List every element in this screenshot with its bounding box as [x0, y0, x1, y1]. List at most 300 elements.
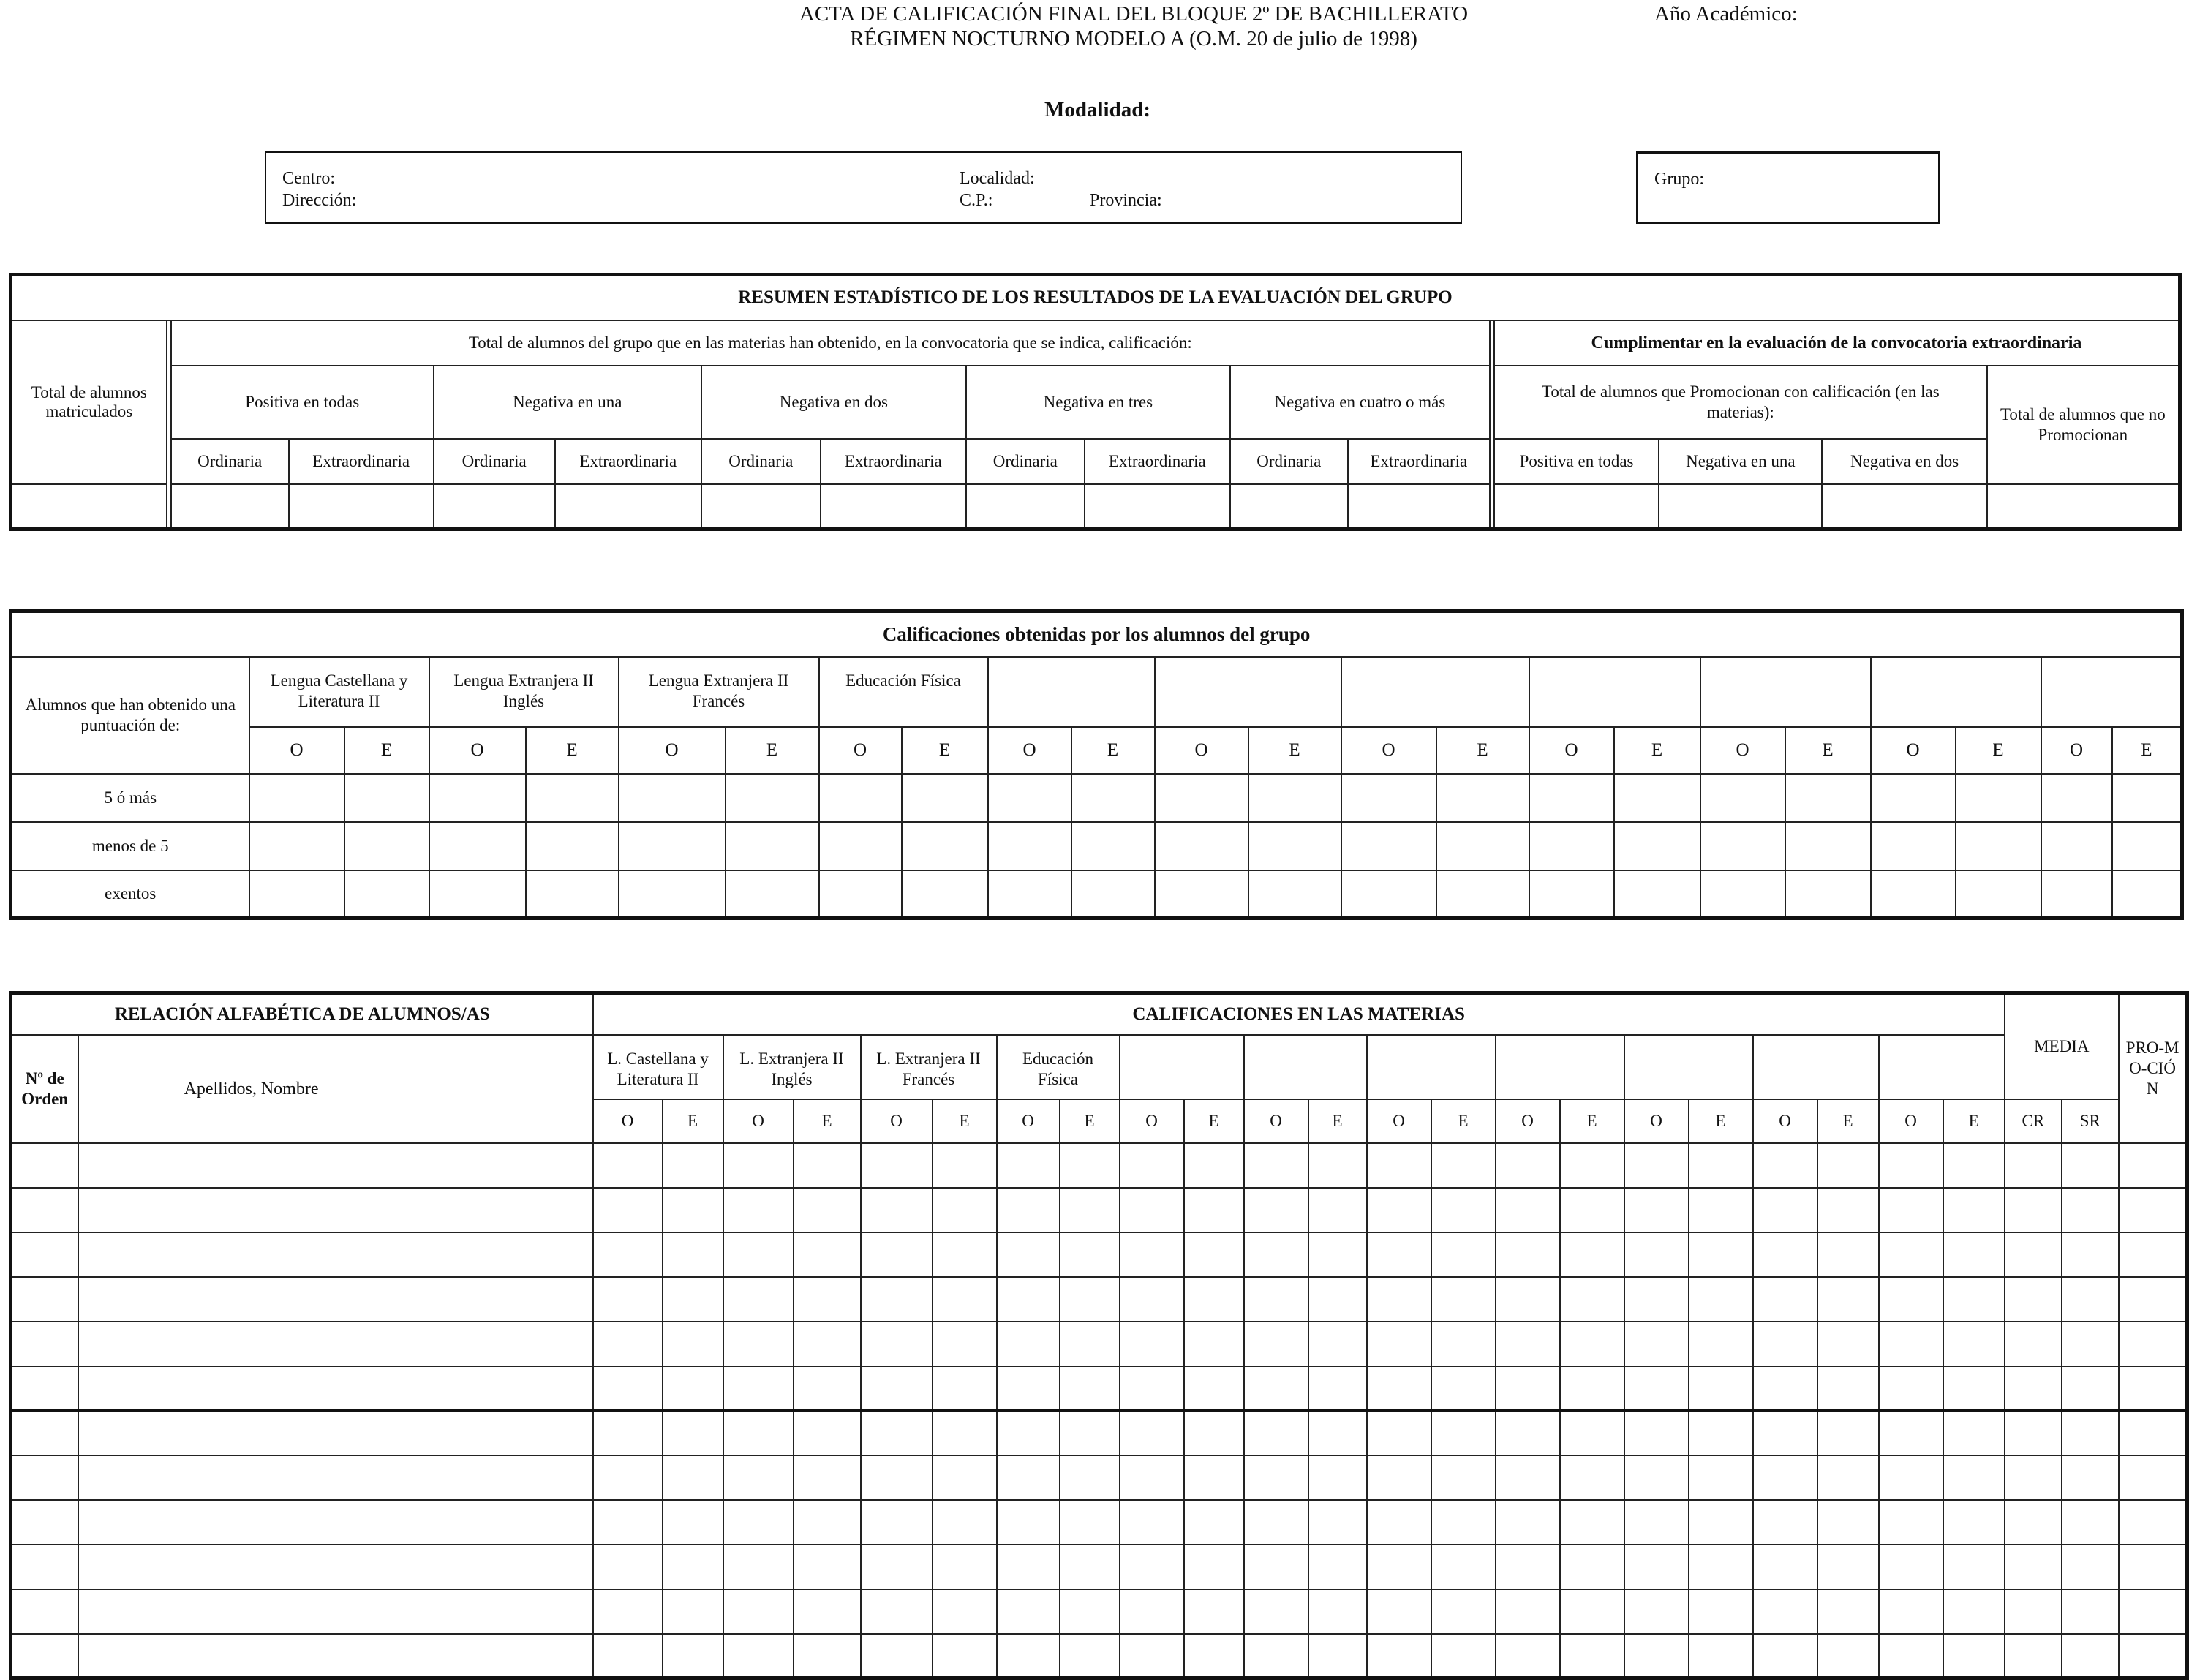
- grade-count-cell[interactable]: [819, 870, 902, 919]
- grade-cell[interactable]: [1184, 1143, 1244, 1188]
- student-name-cell[interactable]: [78, 1188, 593, 1232]
- grade-cell[interactable]: [1943, 1634, 2005, 1679]
- grade-count-cell[interactable]: [1871, 774, 1956, 822]
- grade-cell[interactable]: [2119, 1232, 2188, 1277]
- grade-cell[interactable]: [1367, 1589, 1431, 1634]
- grade-cell[interactable]: [1120, 1634, 1184, 1679]
- grade-cell[interactable]: [1244, 1232, 1308, 1277]
- grade-cell[interactable]: [2005, 1232, 2062, 1277]
- grade-cell[interactable]: [1308, 1143, 1367, 1188]
- entry-cell[interactable]: [555, 484, 701, 530]
- grade-cell[interactable]: [2062, 1589, 2119, 1634]
- grade-cell[interactable]: [1496, 1455, 1560, 1500]
- grade-cell[interactable]: [1184, 1455, 1244, 1500]
- entry-cell[interactable]: [1987, 484, 2180, 530]
- order-number-cell[interactable]: [11, 1634, 78, 1679]
- grade-cell[interactable]: [1060, 1366, 1120, 1411]
- grade-cell[interactable]: [794, 1634, 861, 1679]
- grade-cell[interactable]: [933, 1143, 997, 1188]
- grade-cell[interactable]: [794, 1188, 861, 1232]
- grade-cell[interactable]: [663, 1500, 723, 1545]
- grade-count-cell[interactable]: [988, 870, 1071, 919]
- grade-cell[interactable]: [663, 1545, 723, 1589]
- grade-cell[interactable]: [2119, 1188, 2188, 1232]
- grade-count-cell[interactable]: [2112, 822, 2182, 870]
- entry-cell[interactable]: [701, 484, 821, 530]
- grade-cell[interactable]: [1817, 1634, 1879, 1679]
- grade-cell[interactable]: [593, 1188, 663, 1232]
- grade-cell[interactable]: [1244, 1589, 1308, 1634]
- grade-cell[interactable]: [861, 1455, 933, 1500]
- grade-count-cell[interactable]: [1871, 822, 1956, 870]
- grade-count-cell[interactable]: [1248, 822, 1341, 870]
- grade-cell[interactable]: [1624, 1500, 1689, 1545]
- entry-cell[interactable]: [1494, 484, 1659, 530]
- grade-cell[interactable]: [794, 1455, 861, 1500]
- grade-cell[interactable]: [1496, 1366, 1560, 1411]
- entry-cell[interactable]: [1822, 484, 1986, 530]
- grade-cell[interactable]: [1817, 1188, 1879, 1232]
- student-name-cell[interactable]: [78, 1322, 593, 1366]
- grade-cell[interactable]: [1689, 1188, 1753, 1232]
- grade-cell[interactable]: [794, 1545, 861, 1589]
- grade-cell[interactable]: [1184, 1634, 1244, 1679]
- grade-count-cell[interactable]: [1071, 822, 1155, 870]
- grade-cell[interactable]: [1244, 1455, 1308, 1500]
- grade-count-cell[interactable]: [2041, 774, 2112, 822]
- grade-cell[interactable]: [593, 1143, 663, 1188]
- grade-cell[interactable]: [1496, 1232, 1560, 1277]
- grade-cell[interactable]: [723, 1188, 794, 1232]
- grade-count-cell[interactable]: [1248, 870, 1341, 919]
- grade-cell[interactable]: [794, 1232, 861, 1277]
- grade-count-cell[interactable]: [1700, 774, 1785, 822]
- entry-cell[interactable]: [1659, 484, 1822, 530]
- grade-cell[interactable]: [933, 1188, 997, 1232]
- entry-cell[interactable]: [966, 484, 1085, 530]
- grade-count-cell[interactable]: [1071, 774, 1155, 822]
- grade-cell[interactable]: [1624, 1455, 1689, 1500]
- grade-cell[interactable]: [1060, 1322, 1120, 1366]
- grade-cell[interactable]: [1244, 1322, 1308, 1366]
- order-number-cell[interactable]: [11, 1545, 78, 1589]
- grade-cell[interactable]: [1496, 1188, 1560, 1232]
- grade-count-cell[interactable]: [1436, 870, 1529, 919]
- grade-cell[interactable]: [2119, 1634, 2188, 1679]
- grade-cell[interactable]: [1689, 1455, 1753, 1500]
- entry-cell[interactable]: [289, 484, 434, 530]
- grade-cell[interactable]: [1308, 1411, 1367, 1455]
- grade-cell[interactable]: [1184, 1589, 1244, 1634]
- grade-cell[interactable]: [1560, 1232, 1624, 1277]
- grade-cell[interactable]: [593, 1366, 663, 1411]
- grade-count-cell[interactable]: [902, 822, 988, 870]
- grade-cell[interactable]: [593, 1277, 663, 1322]
- grade-cell[interactable]: [2119, 1411, 2188, 1455]
- grade-cell[interactable]: [1943, 1232, 2005, 1277]
- order-number-cell[interactable]: [11, 1589, 78, 1634]
- grade-cell[interactable]: [1431, 1634, 1496, 1679]
- order-number-cell[interactable]: [11, 1411, 78, 1455]
- grade-cell[interactable]: [1308, 1589, 1367, 1634]
- grade-cell[interactable]: [861, 1411, 933, 1455]
- grade-cell[interactable]: [1308, 1277, 1367, 1322]
- grade-count-cell[interactable]: [2112, 870, 2182, 919]
- grade-count-cell[interactable]: [819, 822, 902, 870]
- grade-count-cell[interactable]: [988, 774, 1071, 822]
- grade-count-cell[interactable]: [1614, 822, 1700, 870]
- grade-cell[interactable]: [663, 1366, 723, 1411]
- grade-cell[interactable]: [1308, 1366, 1367, 1411]
- order-number-cell[interactable]: [11, 1143, 78, 1188]
- grade-count-cell[interactable]: [1871, 870, 1956, 919]
- grade-cell[interactable]: [1560, 1545, 1624, 1589]
- grade-cell[interactable]: [723, 1589, 794, 1634]
- grade-cell[interactable]: [1817, 1277, 1879, 1322]
- grade-cell[interactable]: [1308, 1634, 1367, 1679]
- grade-cell[interactable]: [1308, 1188, 1367, 1232]
- grade-count-cell[interactable]: [1529, 774, 1614, 822]
- grade-cell[interactable]: [1060, 1634, 1120, 1679]
- grade-cell[interactable]: [1943, 1366, 2005, 1411]
- grade-cell[interactable]: [723, 1143, 794, 1188]
- grade-count-cell[interactable]: [2041, 870, 2112, 919]
- grade-cell[interactable]: [1689, 1232, 1753, 1277]
- grade-cell[interactable]: [1689, 1634, 1753, 1679]
- grade-cell[interactable]: [1753, 1232, 1817, 1277]
- grade-cell[interactable]: [1496, 1411, 1560, 1455]
- grade-cell[interactable]: [997, 1232, 1060, 1277]
- grade-cell[interactable]: [1560, 1322, 1624, 1366]
- grade-count-cell[interactable]: [1529, 822, 1614, 870]
- grade-cell[interactable]: [1624, 1143, 1689, 1188]
- grade-cell[interactable]: [593, 1500, 663, 1545]
- student-name-cell[interactable]: [78, 1277, 593, 1322]
- grade-cell[interactable]: [2005, 1634, 2062, 1679]
- grade-cell[interactable]: [2005, 1500, 2062, 1545]
- grade-cell[interactable]: [723, 1366, 794, 1411]
- grade-cell[interactable]: [2062, 1277, 2119, 1322]
- summary-entry-row[interactable]: [11, 484, 2180, 530]
- grade-cell[interactable]: [1879, 1589, 1943, 1634]
- grade-cell[interactable]: [1060, 1232, 1120, 1277]
- grade-cell[interactable]: [1431, 1455, 1496, 1500]
- grade-count-cell[interactable]: [1529, 870, 1614, 919]
- grade-cell[interactable]: [1879, 1143, 1943, 1188]
- grade-cell[interactable]: [933, 1232, 997, 1277]
- grade-cell[interactable]: [2062, 1188, 2119, 1232]
- grade-cell[interactable]: [1943, 1411, 2005, 1455]
- grade-cell[interactable]: [593, 1455, 663, 1500]
- grade-cell[interactable]: [2119, 1589, 2188, 1634]
- grade-cell[interactable]: [1689, 1589, 1753, 1634]
- grade-count-cell[interactable]: [429, 822, 526, 870]
- grade-cell[interactable]: [1753, 1322, 1817, 1366]
- grade-cell[interactable]: [1943, 1322, 2005, 1366]
- grade-cell[interactable]: [723, 1411, 794, 1455]
- grade-cell[interactable]: [1367, 1277, 1431, 1322]
- grade-cell[interactable]: [2062, 1143, 2119, 1188]
- grade-count-cell[interactable]: [1785, 822, 1871, 870]
- grade-cell[interactable]: [861, 1500, 933, 1545]
- grade-cell[interactable]: [1753, 1589, 1817, 1634]
- grade-cell[interactable]: [997, 1188, 1060, 1232]
- grade-cell[interactable]: [1120, 1322, 1184, 1366]
- grade-count-cell[interactable]: [1700, 822, 1785, 870]
- grade-cell[interactable]: [1879, 1500, 1943, 1545]
- grade-cell[interactable]: [794, 1500, 861, 1545]
- grade-cell[interactable]: [1689, 1500, 1753, 1545]
- grade-cell[interactable]: [861, 1634, 933, 1679]
- grade-cell[interactable]: [1560, 1277, 1624, 1322]
- grade-cell[interactable]: [1879, 1366, 1943, 1411]
- grade-cell[interactable]: [1879, 1545, 1943, 1589]
- grade-cell[interactable]: [1496, 1322, 1560, 1366]
- grade-cell[interactable]: [2062, 1455, 2119, 1500]
- grade-cell[interactable]: [1244, 1545, 1308, 1589]
- grade-cell[interactable]: [663, 1455, 723, 1500]
- grade-cell[interactable]: [2005, 1411, 2062, 1455]
- grade-cell[interactable]: [1060, 1188, 1120, 1232]
- grade-cell[interactable]: [1431, 1188, 1496, 1232]
- grade-cell[interactable]: [1120, 1143, 1184, 1188]
- grade-cell[interactable]: [1244, 1634, 1308, 1679]
- grade-cell[interactable]: [997, 1322, 1060, 1366]
- grade-cell[interactable]: [1879, 1232, 1943, 1277]
- grade-count-cell[interactable]: [1341, 870, 1436, 919]
- grade-count-cell[interactable]: [1155, 822, 1248, 870]
- grade-cell[interactable]: [1624, 1188, 1689, 1232]
- grade-cell[interactable]: [1753, 1277, 1817, 1322]
- grade-cell[interactable]: [1624, 1232, 1689, 1277]
- grade-cell[interactable]: [1120, 1232, 1184, 1277]
- grade-cell[interactable]: [723, 1634, 794, 1679]
- entry-cell[interactable]: [11, 484, 167, 530]
- grade-cell[interactable]: [1689, 1545, 1753, 1589]
- grade-cell[interactable]: [1060, 1277, 1120, 1322]
- grade-cell[interactable]: [1431, 1366, 1496, 1411]
- grade-cell[interactable]: [1431, 1589, 1496, 1634]
- grade-cell[interactable]: [2005, 1188, 2062, 1232]
- grade-cell[interactable]: [1496, 1277, 1560, 1322]
- grade-cell[interactable]: [933, 1455, 997, 1500]
- grade-cell[interactable]: [1560, 1589, 1624, 1634]
- grade-cell[interactable]: [1367, 1188, 1431, 1232]
- grade-cell[interactable]: [1060, 1411, 1120, 1455]
- grade-cell[interactable]: [723, 1322, 794, 1366]
- grade-cell[interactable]: [1184, 1500, 1244, 1545]
- grade-count-cell[interactable]: [344, 822, 429, 870]
- grade-count-cell[interactable]: [1248, 774, 1341, 822]
- grade-count-cell[interactable]: [726, 870, 819, 919]
- grade-cell[interactable]: [794, 1322, 861, 1366]
- grade-cell[interactable]: [1879, 1322, 1943, 1366]
- grade-cell[interactable]: [1060, 1545, 1120, 1589]
- grade-cell[interactable]: [1817, 1455, 1879, 1500]
- student-name-cell[interactable]: [78, 1500, 593, 1545]
- grade-cell[interactable]: [1753, 1545, 1817, 1589]
- grade-cell[interactable]: [1560, 1455, 1624, 1500]
- grade-cell[interactable]: [1244, 1411, 1308, 1455]
- student-name-cell[interactable]: [78, 1366, 593, 1411]
- grade-cell[interactable]: [2062, 1411, 2119, 1455]
- grade-cell[interactable]: [794, 1277, 861, 1322]
- grade-count-cell[interactable]: [249, 822, 344, 870]
- grade-cell[interactable]: [933, 1589, 997, 1634]
- grade-cell[interactable]: [1689, 1411, 1753, 1455]
- grade-cell[interactable]: [1184, 1188, 1244, 1232]
- grade-count-cell[interactable]: [1341, 774, 1436, 822]
- grade-count-cell[interactable]: [2041, 822, 2112, 870]
- grade-cell[interactable]: [1817, 1232, 1879, 1277]
- order-number-cell[interactable]: [11, 1232, 78, 1277]
- grade-cell[interactable]: [1624, 1277, 1689, 1322]
- grade-cell[interactable]: [1431, 1277, 1496, 1322]
- order-number-cell[interactable]: [11, 1455, 78, 1500]
- grade-cell[interactable]: [1367, 1366, 1431, 1411]
- grade-count-cell[interactable]: [344, 870, 429, 919]
- grade-cell[interactable]: [1120, 1545, 1184, 1589]
- grade-cell[interactable]: [2062, 1545, 2119, 1589]
- grade-cell[interactable]: [663, 1411, 723, 1455]
- grade-cell[interactable]: [997, 1545, 1060, 1589]
- grade-cell[interactable]: [997, 1143, 1060, 1188]
- grade-cell[interactable]: [1308, 1455, 1367, 1500]
- grade-cell[interactable]: [794, 1143, 861, 1188]
- grade-cell[interactable]: [1817, 1322, 1879, 1366]
- grade-count-cell[interactable]: [1155, 774, 1248, 822]
- grade-cell[interactable]: [1431, 1500, 1496, 1545]
- grade-cell[interactable]: [1560, 1366, 1624, 1411]
- grade-cell[interactable]: [1496, 1500, 1560, 1545]
- grade-cell[interactable]: [1367, 1545, 1431, 1589]
- grade-count-cell[interactable]: [902, 774, 988, 822]
- entry-cell[interactable]: [1348, 484, 1490, 530]
- grade-cell[interactable]: [1689, 1277, 1753, 1322]
- grade-count-cell[interactable]: [344, 774, 429, 822]
- grade-count-cell[interactable]: [526, 870, 619, 919]
- grade-cell[interactable]: [1120, 1277, 1184, 1322]
- grade-cell[interactable]: [723, 1455, 794, 1500]
- grade-cell[interactable]: [1879, 1455, 1943, 1500]
- grade-cell[interactable]: [663, 1589, 723, 1634]
- grade-cell[interactable]: [1431, 1545, 1496, 1589]
- grade-cell[interactable]: [1184, 1366, 1244, 1411]
- grade-cell[interactable]: [663, 1232, 723, 1277]
- grade-cell[interactable]: [1120, 1188, 1184, 1232]
- grade-cell[interactable]: [2005, 1143, 2062, 1188]
- grade-cell[interactable]: [1244, 1500, 1308, 1545]
- grade-count-cell[interactable]: [1956, 774, 2041, 822]
- grade-cell[interactable]: [2005, 1366, 2062, 1411]
- student-name-cell[interactable]: [78, 1411, 593, 1455]
- grade-cell[interactable]: [861, 1188, 933, 1232]
- grade-cell[interactable]: [861, 1143, 933, 1188]
- grade-cell[interactable]: [2005, 1277, 2062, 1322]
- grade-cell[interactable]: [1367, 1500, 1431, 1545]
- grade-cell[interactable]: [861, 1322, 933, 1366]
- grade-cell[interactable]: [861, 1277, 933, 1322]
- grade-cell[interactable]: [1753, 1411, 1817, 1455]
- grade-cell[interactable]: [1431, 1411, 1496, 1455]
- grade-cell[interactable]: [1120, 1500, 1184, 1545]
- grade-cell[interactable]: [1120, 1589, 1184, 1634]
- grade-cell[interactable]: [1753, 1143, 1817, 1188]
- grade-cell[interactable]: [2005, 1545, 2062, 1589]
- grade-cell[interactable]: [2005, 1322, 2062, 1366]
- grade-cell[interactable]: [1244, 1143, 1308, 1188]
- grade-cell[interactable]: [2062, 1232, 2119, 1277]
- grade-cell[interactable]: [1244, 1366, 1308, 1411]
- grade-cell[interactable]: [2119, 1500, 2188, 1545]
- grade-cell[interactable]: [1943, 1143, 2005, 1188]
- grade-cell[interactable]: [1367, 1143, 1431, 1188]
- grade-count-cell[interactable]: [526, 822, 619, 870]
- grade-cell[interactable]: [2005, 1589, 2062, 1634]
- grade-cell[interactable]: [2005, 1455, 2062, 1500]
- grade-cell[interactable]: [2119, 1277, 2188, 1322]
- grade-cell[interactable]: [1624, 1545, 1689, 1589]
- grade-cell[interactable]: [997, 1366, 1060, 1411]
- grade-cell[interactable]: [1308, 1232, 1367, 1277]
- grade-cell[interactable]: [723, 1232, 794, 1277]
- grade-count-cell[interactable]: [619, 870, 726, 919]
- grade-cell[interactable]: [663, 1322, 723, 1366]
- grade-cell[interactable]: [1244, 1188, 1308, 1232]
- grade-cell[interactable]: [2119, 1322, 2188, 1366]
- grade-cell[interactable]: [1496, 1143, 1560, 1188]
- grade-cell[interactable]: [1496, 1589, 1560, 1634]
- grade-count-cell[interactable]: [619, 774, 726, 822]
- student-name-cell[interactable]: [78, 1634, 593, 1679]
- grade-count-cell[interactable]: [726, 822, 819, 870]
- grade-cell[interactable]: [2119, 1455, 2188, 1500]
- grade-cell[interactable]: [1879, 1634, 1943, 1679]
- grade-count-cell[interactable]: [1614, 774, 1700, 822]
- grade-cell[interactable]: [1496, 1634, 1560, 1679]
- grade-count-cell[interactable]: [1785, 774, 1871, 822]
- grade-count-cell[interactable]: [1155, 870, 1248, 919]
- grade-cell[interactable]: [1244, 1277, 1308, 1322]
- grade-cell[interactable]: [1943, 1589, 2005, 1634]
- grade-cell[interactable]: [1308, 1322, 1367, 1366]
- grade-cell[interactable]: [1689, 1143, 1753, 1188]
- entry-cell[interactable]: [821, 484, 966, 530]
- grade-count-cell[interactable]: [1956, 870, 2041, 919]
- grade-cell[interactable]: [663, 1143, 723, 1188]
- grade-cell[interactable]: [593, 1411, 663, 1455]
- grade-cell[interactable]: [1624, 1589, 1689, 1634]
- grade-cell[interactable]: [997, 1411, 1060, 1455]
- grade-cell[interactable]: [1367, 1455, 1431, 1500]
- entry-cell[interactable]: [171, 484, 289, 530]
- grade-count-cell[interactable]: [249, 870, 344, 919]
- grade-cell[interactable]: [2119, 1143, 2188, 1188]
- grade-cell[interactable]: [933, 1411, 997, 1455]
- grade-cell[interactable]: [2119, 1545, 2188, 1589]
- grade-cell[interactable]: [1624, 1411, 1689, 1455]
- grade-count-cell[interactable]: [1436, 774, 1529, 822]
- grade-cell[interactable]: [933, 1500, 997, 1545]
- grade-cell[interactable]: [933, 1322, 997, 1366]
- grade-cell[interactable]: [1689, 1322, 1753, 1366]
- grade-cell[interactable]: [1120, 1366, 1184, 1411]
- grade-count-cell[interactable]: [249, 774, 344, 822]
- grade-count-cell[interactable]: [1436, 822, 1529, 870]
- grade-cell[interactable]: [1120, 1411, 1184, 1455]
- grade-cell[interactable]: [1184, 1322, 1244, 1366]
- grade-count-cell[interactable]: [429, 870, 526, 919]
